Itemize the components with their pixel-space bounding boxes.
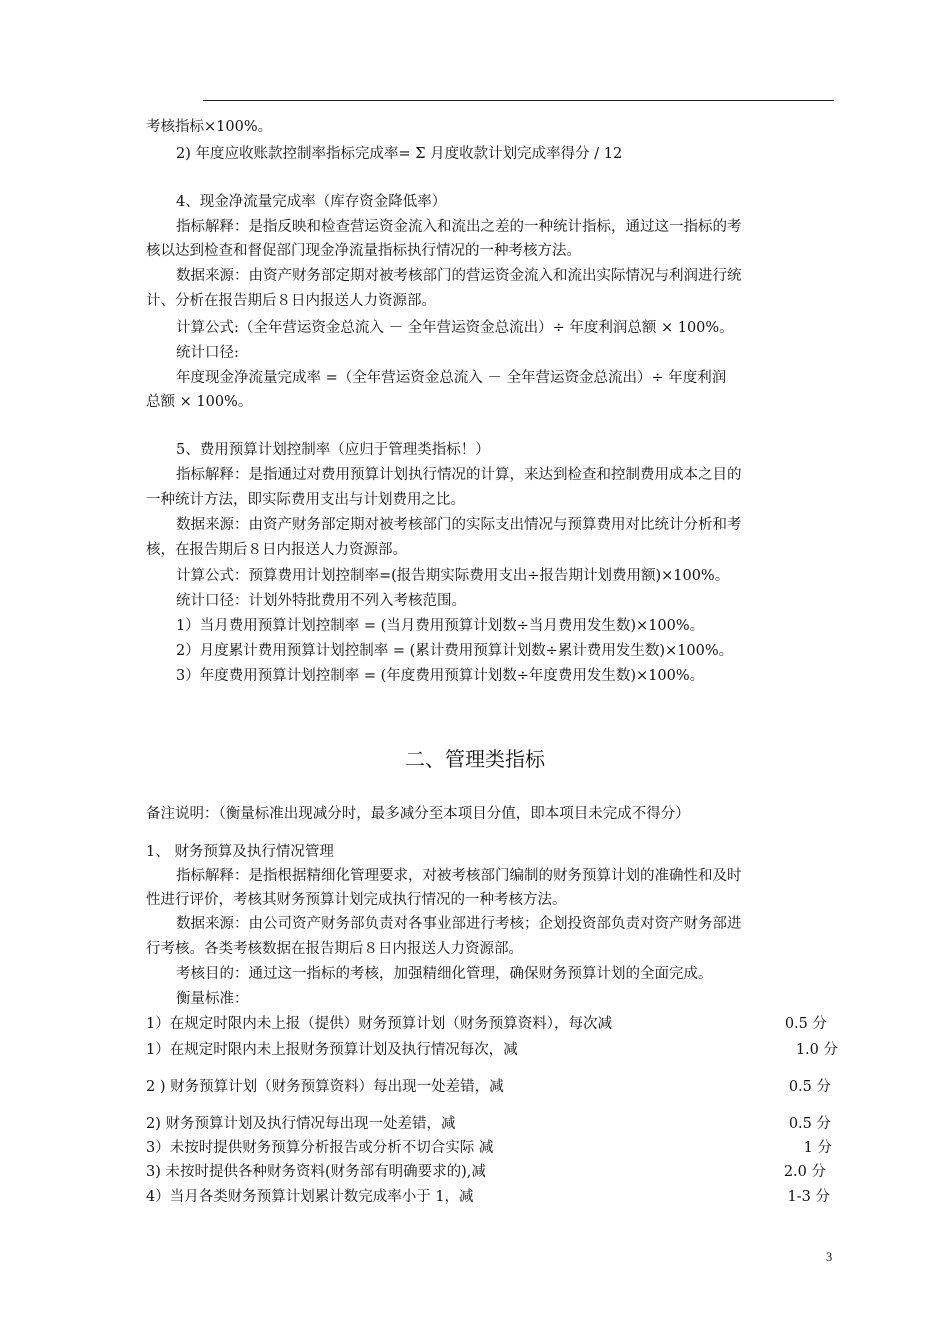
- text-line: 性进行评价，考核其财务预算计划完成执行情况的一种考核方法。: [146, 892, 567, 908]
- page-number: 3: [826, 1250, 833, 1264]
- text-line: 指标解释：是指根据精细化管理要求，对被考核部门编制的财务预算计划的准确性和及时: [176, 868, 742, 884]
- criteria-score: 0.5 分: [788, 1116, 831, 1132]
- text-line: 核以达到检查和督促部门现金净流量指标执行情况的一种考核方法。: [146, 243, 581, 259]
- subsection-title: 4、现金净流量完成率（库存资金降低率）: [176, 194, 447, 210]
- text-line: 总额 × 100%。: [146, 394, 253, 410]
- criteria-text: 1）在规定时限内未上报（提供）财务预算计划（财务预算资料），每次减: [146, 1016, 612, 1032]
- criteria-text: 2) 财务预算计划及执行情况每出现一处差错，减: [146, 1116, 456, 1132]
- criteria-text: 3）未按时提供财务预算分析报告或分析不切合实际 减: [146, 1140, 494, 1156]
- text-line: 指标解释：是指反映和检查营运资金流入和流出之差的一种统计指标，通过这一指标的考: [176, 219, 742, 235]
- criteria-text: 4）当月各类财务预算计划累计数完成率小于 1，减: [146, 1189, 474, 1205]
- text-line: 统计口径：计划外特批费用不列入考核范围。: [176, 593, 466, 609]
- text-line: 2) 年度应收账款控制率指标完成率= Σ 月度收款计划完成率得分 / 12: [176, 146, 623, 162]
- text-line: 指标解释：是指通过对费用预算计划执行情况的计算，来达到检查和控制费用成本之目的: [176, 467, 742, 483]
- criteria-score: 1-3 分: [787, 1189, 830, 1205]
- criteria-text: 2 ) 财务预算计划（财务预算资料）每出现一处差错，减: [146, 1079, 504, 1095]
- text-line: 统计口径:: [176, 345, 239, 361]
- text-line: 核，在报告期后８日内报送人力资源部。: [146, 542, 407, 558]
- criteria-text: 3) 未按时提供各种财务资料(财务部有明确要求的),减: [146, 1164, 486, 1180]
- criteria-score: 1.0 分: [795, 1042, 838, 1058]
- formula-line: 1）当月费用预算计划控制率 = (当月费用预算计划数÷当月费用发生数)×100%。: [176, 618, 705, 634]
- criteria-text: 1）在规定时限内未上报财务预算计划及执行情况每次，减: [146, 1042, 518, 1058]
- formula-line: 2）月度累计费用预算计划控制率 = (累计费用预算计划数÷累计费用发生数)×100%。: [176, 643, 734, 659]
- text-line: 数据来源：由公司资产财务部负责对各事业部进行考核；企划投资部负责对资产财务部进: [176, 916, 742, 932]
- criteria-score: 0.5 分: [784, 1016, 827, 1032]
- header-rule: [203, 100, 834, 101]
- text-line: 考核目的：通过这一指标的考核，加强精细化管理，确保财务预算计划的全面完成。: [176, 966, 713, 982]
- criteria-score: 0.5 分: [788, 1079, 831, 1095]
- text-line: 行考核。各类考核数据在报告期后８日内报送人力资源部。: [146, 941, 523, 957]
- text-line: 数据来源：由资产财务部定期对被考核部门的营运资金流入和流出实际情况与利润进行统: [176, 268, 742, 284]
- text-line: 数据来源：由资产财务部定期对被考核部门的实际支出情况与预算费用对比统计分析和考: [176, 517, 742, 533]
- text-line: 计、分析在报告期后８日内报送人力资源部。: [146, 293, 436, 309]
- text-line: 考核指标×100%。: [146, 119, 273, 135]
- formula-line: 3）年度费用预算计划控制率 = (年度费用预算计划数÷年度费用发生数)×100%。: [176, 668, 705, 684]
- text-line: 一种统计方法，即实际费用支出与计划费用之比。: [146, 492, 465, 508]
- item-title: 1、 财务预算及执行情况管理: [146, 844, 334, 860]
- subsection-title: 5、费用预算计划控制率（应归于管理类指标！）: [176, 442, 490, 458]
- formula-line: 计算公式：预算费用计划控制率=(报告期实际费用支出÷报告期计划费用额)×100%。: [176, 568, 730, 584]
- criteria-score: 1 分: [803, 1140, 832, 1156]
- formula-line: 年度现金净流量完成率 =（全年营运资金总流入 － 全年营运资金总流出）÷ 年度利润: [176, 370, 727, 386]
- criteria-score: 2.0 分: [783, 1164, 826, 1180]
- remark-note: 备注说明：（衡量标准出现减分时，最多减分至本项目分值，即本项目未完成不得分）: [146, 806, 690, 822]
- text-line: 衡量标准：: [176, 991, 249, 1007]
- section-heading: 二、管理类指标: [405, 747, 545, 771]
- formula-line: 计算公式:（全年营运资金总流入 － 全年营运资金总流出）÷ 年度利润总额 × 100%。: [176, 320, 734, 336]
